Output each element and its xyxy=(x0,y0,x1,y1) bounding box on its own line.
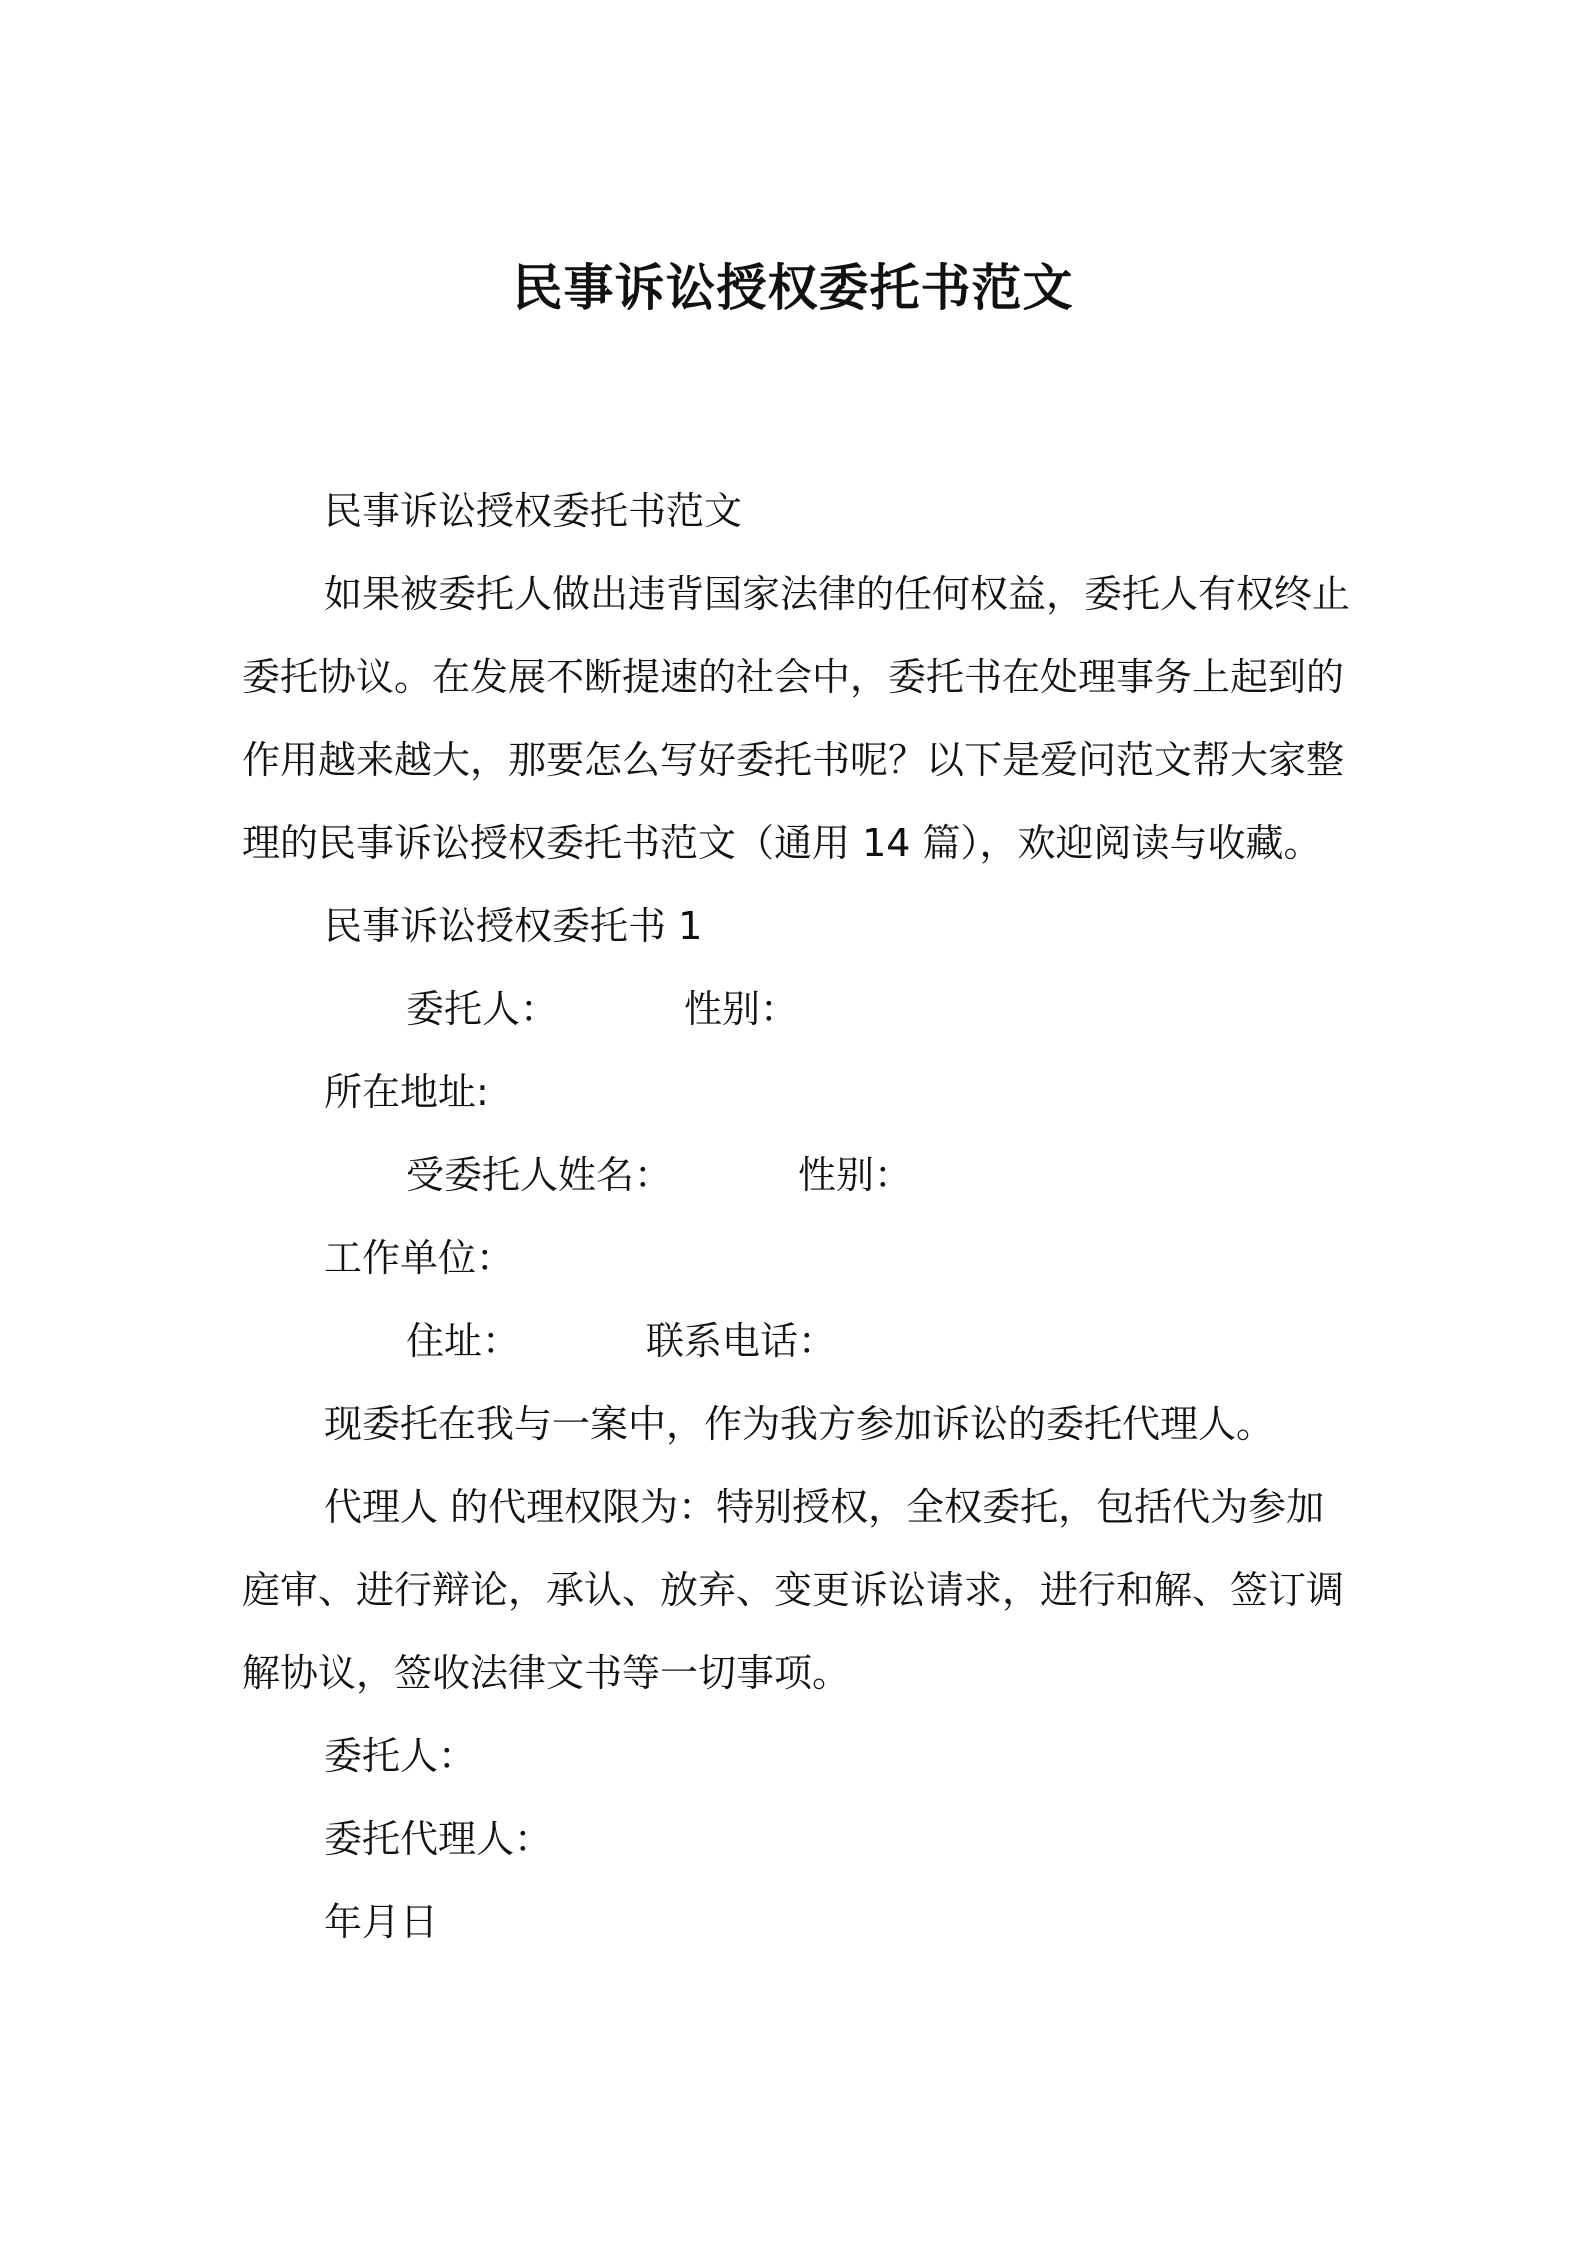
workplace-label: 工作单位： xyxy=(324,1236,515,1280)
agent-line xyxy=(242,1134,1352,1217)
agent-name-label: 受委托人姓名： xyxy=(406,1153,673,1197)
heading-paragraph: 民事诉讼授权委托书范文 xyxy=(324,489,743,533)
document-title: 民事诉讼授权委托书范文 xyxy=(512,259,1074,317)
address-line xyxy=(242,1051,1352,1134)
address-label: 所在地址: xyxy=(324,1070,489,1114)
residence-label: 住址： xyxy=(406,1319,521,1363)
principal-label: 委托人： xyxy=(406,987,559,1031)
residence-line xyxy=(242,1300,1352,1383)
document-body xyxy=(242,470,1352,1964)
sign-principal: 委托人： xyxy=(324,1734,477,1778)
sign-agent: 委托代理人： xyxy=(324,1817,553,1861)
principal-line xyxy=(242,968,1352,1051)
authority-statement: 代理人 的代理权限为：特别授权，全权委托，包括代为参加庭审、进行辩论，承认、放弃、变更诉讼请求，进行和解、签订调解协议，签收法律文书等一切事项。 xyxy=(242,1485,1345,1695)
intro-paragraph: 如果被委托人做出违背国家法律的任何权益，委托人有权终止委托协议。在发展不断提速的社会中，委托书在处理事务上起到的作用越来越大，那要怎么写好委托书呢？以下是爱问范文帮大家整理的民事诉讼授权委托书范文（通用 14 篇），欢迎阅读与收藏。 xyxy=(242,572,1351,865)
phone-label: 联系电话： xyxy=(646,1319,837,1363)
agent-gender-label: 性别： xyxy=(798,1153,913,1197)
entrust-statement: 现委托在我与一案中，作为我方参加诉讼的委托代理人。 xyxy=(324,1402,1275,1446)
date-line: 年月日 xyxy=(324,1900,439,1944)
principal-gender-label: 性别： xyxy=(684,987,799,1031)
section-title: 民事诉讼授权委托书 1 xyxy=(324,904,703,948)
workplace-line xyxy=(242,1217,1352,1300)
